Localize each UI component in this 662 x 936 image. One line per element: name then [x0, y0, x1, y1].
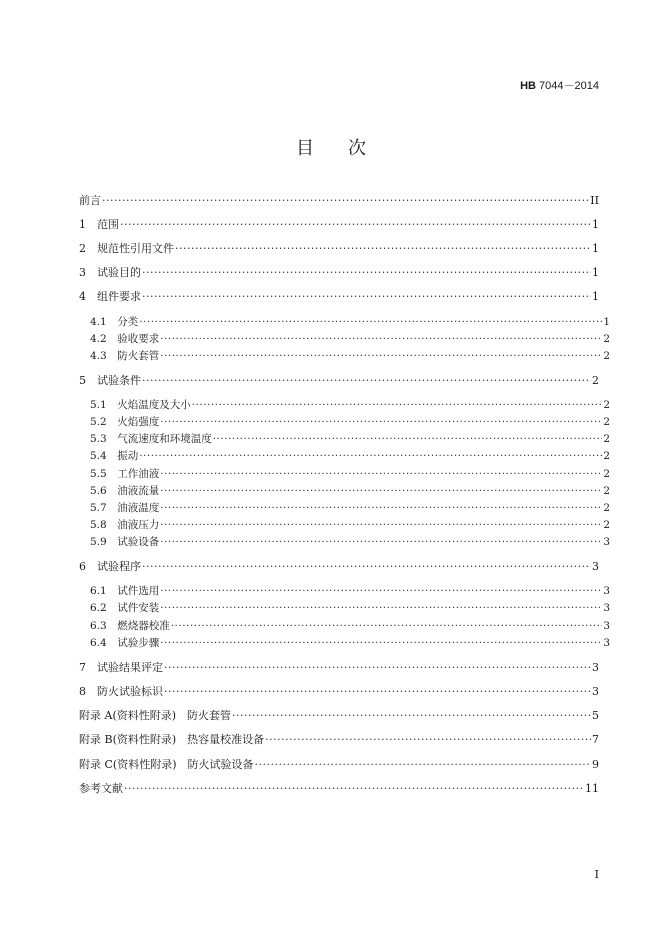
toc-entry-page: 9: [592, 758, 599, 771]
toc-entry-label: 参考文献: [79, 782, 123, 795]
toc-entry[interactable]: [79, 732, 599, 748]
toc-entry-label: 1 范围: [79, 218, 119, 231]
toc-entry[interactable]: [79, 241, 599, 257]
toc-entry-page: 1: [603, 316, 610, 328]
toc-entry[interactable]: [79, 534, 610, 550]
toc-entry-label: 3 试验目的: [79, 266, 141, 279]
toc-entry-page: 1: [592, 266, 599, 279]
toc-entry-page: 2: [592, 374, 599, 387]
toc-entry[interactable]: [79, 466, 610, 482]
toc-leader-dots: [160, 483, 602, 499]
toc-entry-label: 6.3 燃烧器校准: [90, 620, 170, 632]
toc-entry-page: 3: [603, 602, 610, 614]
document-code-prefix: HB: [520, 80, 536, 92]
toc-leader-dots: [160, 517, 602, 533]
toc-entry-page: 1: [592, 242, 599, 255]
toc-entry-label: 附录 B(资料性附录) 热容量校准设备: [79, 733, 265, 746]
toc-entry[interactable]: [79, 289, 599, 305]
toc-entry-label: 4.2 验收要求: [90, 333, 160, 345]
toc-entry-label: 4.3 防火套管: [90, 350, 160, 362]
toc-entry[interactable]: [79, 348, 610, 364]
toc-entry-label: 附录 A(资料性附录) 防火套管: [79, 709, 232, 722]
toc-entry[interactable]: [79, 517, 610, 533]
toc-entry-label: 5.4 振动: [90, 450, 139, 462]
toc-leader-dots: [142, 289, 591, 305]
page-number: I: [594, 868, 599, 881]
toc-leader-dots: [265, 732, 591, 748]
toc-entry-label: 5.7 油液温度: [90, 502, 160, 514]
toc-entry-page: 2: [603, 416, 610, 428]
toc-entry-label: 5.1 火焰温度及大小: [90, 399, 191, 411]
toc-leader-dots: [160, 348, 602, 364]
toc-entry-page: 5: [592, 709, 599, 722]
toc-entry-label: 附录 C(资料性附录) 防火试验设备: [79, 758, 254, 771]
toc-entry[interactable]: [79, 331, 610, 347]
toc-entry-page: 2: [603, 433, 610, 445]
toc-entry[interactable]: [79, 757, 599, 773]
toc-entry-page: II: [590, 194, 599, 207]
toc-entry[interactable]: [79, 600, 610, 616]
toc-leader-dots: [160, 534, 602, 550]
toc-leader-dots: [232, 708, 591, 724]
toc-entry-page: 11: [585, 782, 599, 795]
toc-leader-dots: [192, 397, 603, 413]
toc-entry-label: 5.2 火焰强度: [90, 416, 160, 428]
toc-entry-page: 7: [592, 733, 599, 746]
toc-leader-dots: [139, 314, 602, 330]
toc-entry-label: 7 试验结果评定: [79, 661, 163, 674]
toc-entry-label: 4.1 分类: [90, 316, 139, 328]
toc-entry-page: 3: [603, 536, 610, 548]
toc-entry[interactable]: [79, 708, 599, 724]
toc-entry-page: 2: [603, 502, 610, 514]
toc-entry[interactable]: [79, 583, 610, 599]
toc-leader-dots: [139, 448, 602, 464]
toc-entry-label: 6 试验程序: [79, 560, 141, 573]
toc-entry-page: 2: [603, 333, 610, 345]
toc-entry-page: 2: [603, 468, 610, 480]
toc-entry-label: 5.5 工作油液: [90, 468, 160, 480]
toc-entry-label: 5.6 油液流量: [90, 485, 160, 497]
toc-entry-page: 2: [603, 519, 610, 531]
toc-entry-page: 1: [592, 290, 599, 303]
toc-entry[interactable]: [79, 265, 599, 281]
toc-entry[interactable]: [79, 635, 610, 651]
toc-entry-page: 2: [603, 399, 610, 411]
toc-entry[interactable]: [79, 397, 610, 413]
toc-leader-dots: [171, 618, 603, 634]
toc-entry-label: 2 规范性引用文件: [79, 242, 174, 255]
toc-entry[interactable]: [79, 483, 610, 499]
toc-entry[interactable]: [79, 193, 599, 209]
document-code: [520, 77, 599, 93]
toc-entry-page: 2: [603, 350, 610, 362]
toc-leader-dots: [160, 635, 602, 651]
toc-entry-label: 5.3 气流速度和环境温度: [90, 433, 212, 445]
toc-entry-label: 4 组件要求: [79, 290, 141, 303]
toc-entry[interactable]: [79, 314, 610, 330]
toc-entry-page: 3: [592, 685, 599, 698]
toc-entry-label: 5.9 试验设备: [90, 536, 160, 548]
toc-entry-label: 5.8 油液压力: [90, 519, 160, 531]
toc-entry[interactable]: [79, 414, 610, 430]
toc-entry-page: 3: [603, 637, 610, 649]
toc-leader-dots: [160, 600, 602, 616]
toc-entry-label: 5 试验条件: [79, 374, 141, 387]
toc-entry[interactable]: [79, 660, 599, 676]
toc-entry[interactable]: [79, 559, 599, 575]
toc-entry-page: 2: [603, 485, 610, 497]
toc-entry[interactable]: [79, 500, 610, 516]
toc-leader-dots: [160, 331, 602, 347]
toc-leader-dots: [142, 265, 591, 281]
toc-entry-page: 3: [592, 661, 599, 674]
toc-leader-dots: [124, 781, 584, 797]
toc-entry-page: 3: [603, 620, 610, 632]
toc-leader-dots: [102, 193, 589, 209]
toc-entry-page: 3: [592, 560, 599, 573]
toc-entry-page: 1: [592, 218, 599, 231]
toc-leader-dots: [120, 217, 591, 233]
toc-entry-label: 6.1 试件选用: [90, 585, 160, 597]
toc-entry[interactable]: [79, 684, 599, 700]
toc-entry-label: 6.4 试验步骤: [90, 637, 160, 649]
toc-entry-label: 8 防火试验标识: [79, 685, 163, 698]
toc-leader-dots: [160, 414, 602, 430]
toc-entry[interactable]: [79, 618, 610, 634]
toc-leader-dots: [213, 431, 603, 447]
toc-entry[interactable]: [79, 448, 610, 464]
toc-entry[interactable]: [79, 431, 610, 447]
toc-entry-label: 前言: [79, 194, 101, 207]
toc-leader-dots: [160, 583, 602, 599]
toc-leader-dots: [142, 373, 591, 389]
toc-leader-dots: [164, 684, 591, 700]
toc-entry[interactable]: [79, 217, 599, 233]
toc-entry-page: 2: [603, 450, 610, 462]
toc-entry-label: 6.2 试件安装: [90, 602, 160, 614]
toc-leader-dots: [175, 241, 591, 257]
toc-leader-dots: [255, 757, 592, 773]
toc-leader-dots: [142, 559, 591, 575]
page-title: 目次: [296, 138, 400, 159]
toc-leader-dots: [160, 500, 602, 516]
document-code-number: 7044－2014: [536, 80, 599, 92]
toc-entry[interactable]: [79, 781, 599, 797]
toc-entry-page: 3: [603, 585, 610, 597]
toc-leader-dots: [164, 660, 591, 676]
toc-leader-dots: [160, 466, 602, 482]
toc-entry[interactable]: [79, 373, 599, 389]
